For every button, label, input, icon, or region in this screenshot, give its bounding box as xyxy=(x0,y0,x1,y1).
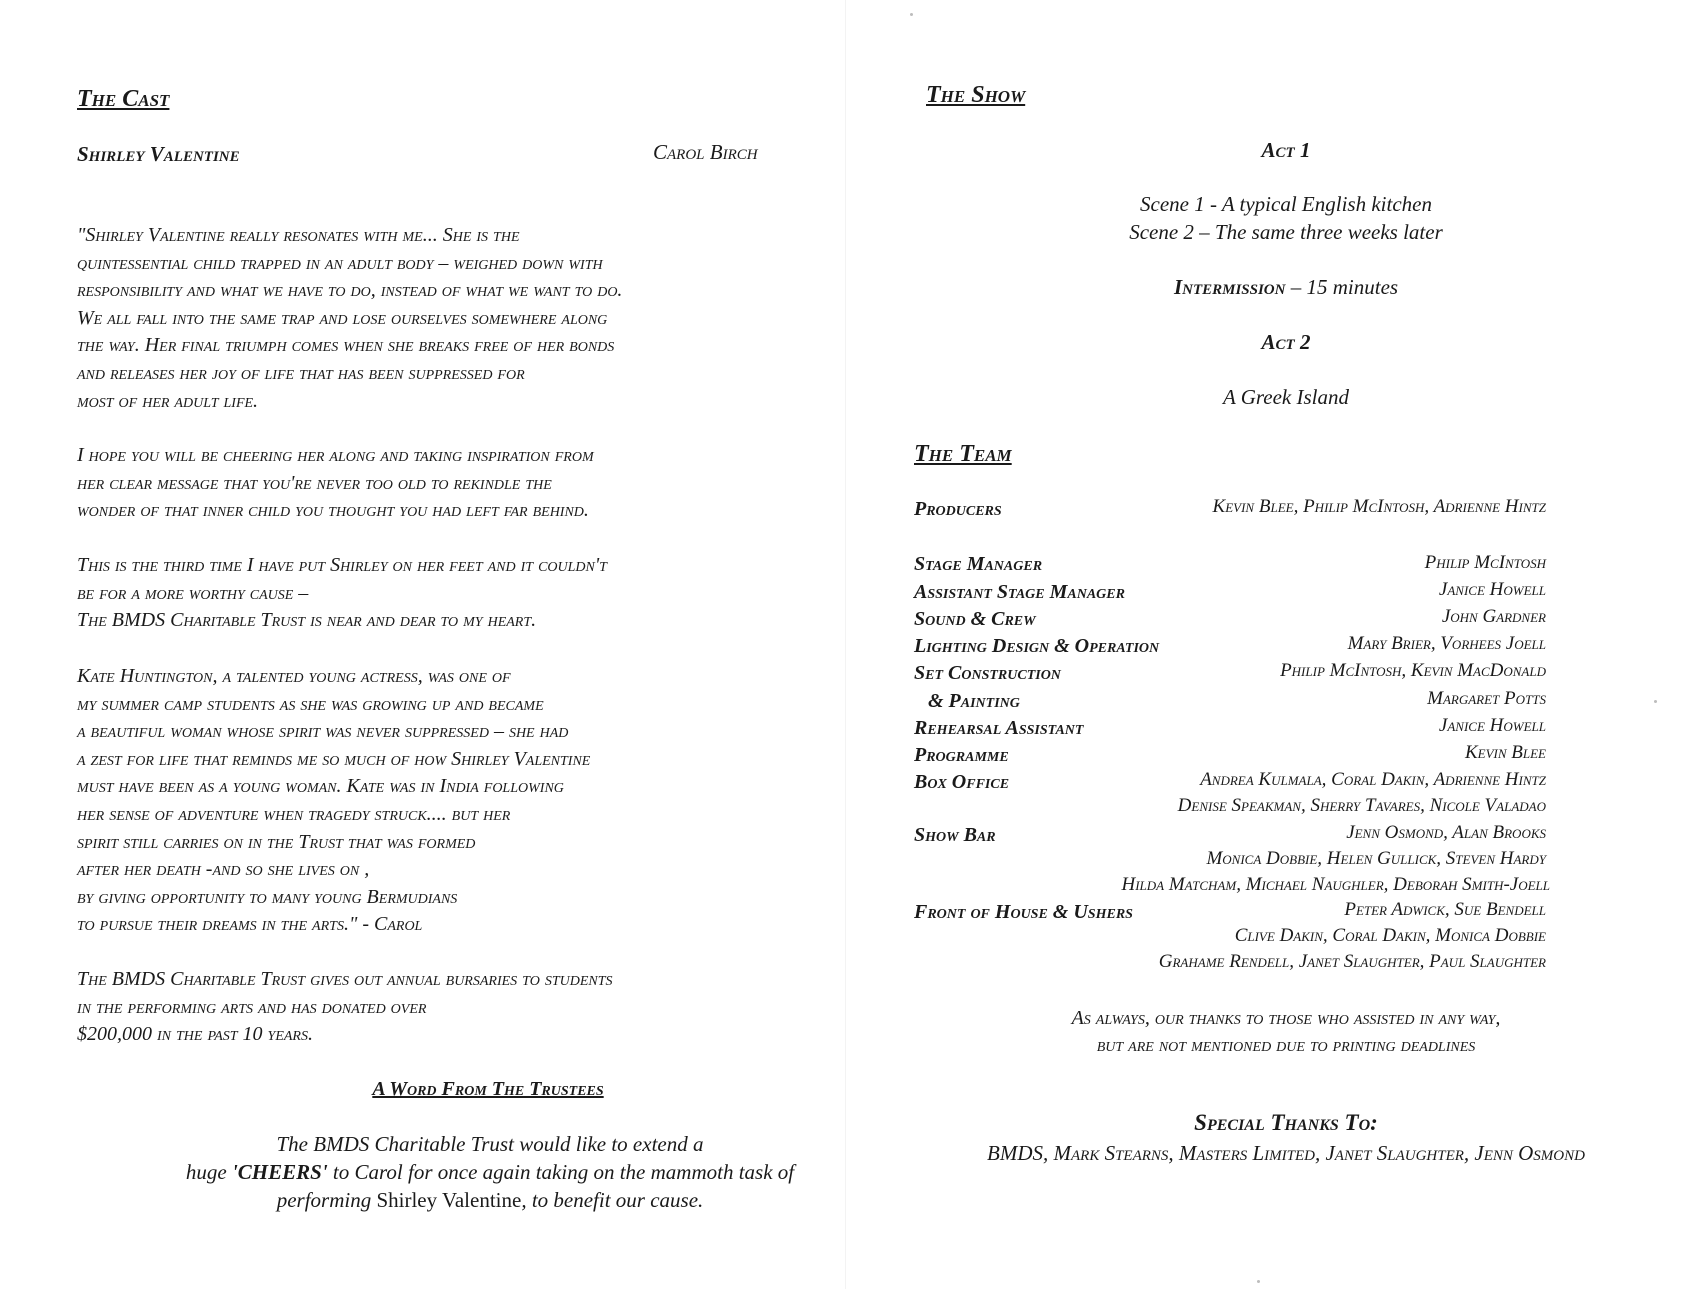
team-names-front-of-house-1: Peter Adwick, Sue Bendell xyxy=(1344,899,1546,920)
team-names-rehearsal: Janice Howell xyxy=(1438,715,1546,736)
team-role-sound: Sound & Crew xyxy=(914,608,1036,630)
act2-setting: A Greek Island xyxy=(1223,385,1349,409)
intermission-time: – 15 minutes xyxy=(1285,275,1399,299)
cheers-text: 'CHEERS' xyxy=(231,1160,328,1184)
team-names-box-office-1: Andrea Kulmala, Coral Dakin, Adrienne Hintz xyxy=(1200,769,1546,790)
team-role-programme: Programme xyxy=(914,744,1009,766)
trustees-heading: A Word From The Trustees xyxy=(372,1078,604,1100)
act2-label: Act 2 xyxy=(1261,330,1311,354)
quote-paragraph-1: "Shirley Valentine really resonates with me... She is the quintessential child trapped in an adult body – weighed down with responsibility and what we have to do, instead of what we want to do. We all fall into the same trap and lose ourselves somewhere along the way. Her final triumph comes when she breaks free of her bonds and releases her joy of life that has been suppressed for most of her adult life. xyxy=(77,224,623,412)
team-role-front-of-house: Front of House & Ushers xyxy=(914,901,1133,923)
team-names-box-office-2: Denise Speakman, Sherry Tavares, Nicole Valadao xyxy=(1177,795,1546,816)
scan-speck xyxy=(1654,700,1657,703)
show-title-text: Shirley Valentine xyxy=(376,1188,522,1212)
show-heading: The Show xyxy=(926,82,1026,108)
team-names-show-bar-2: Monica Dobbie, Helen Gullick, Steven Hardy xyxy=(1206,848,1546,869)
right-page xyxy=(846,0,1692,1289)
team-role-painting: & Painting xyxy=(928,690,1020,712)
trustees-message xyxy=(110,1130,870,1214)
team-role-show-bar: Show Bar xyxy=(914,824,996,846)
team-names-show-bar-1: Jenn Osmond, Alan Brooks xyxy=(1346,822,1546,843)
act1-label: Act 1 xyxy=(1261,138,1311,162)
team-names-front-of-house-2: Clive Dakin, Coral Dakin, Monica Dobbie xyxy=(1234,925,1546,946)
scene2-line: Scene 2 – The same three weeks later xyxy=(1129,220,1443,244)
scene1-line: Scene 1 - A typical English kitchen xyxy=(1140,192,1432,216)
cast-actor: Carol Birch xyxy=(653,140,758,164)
team-names-set-construction: Philip McIntosh, Kevin MacDonald xyxy=(1280,660,1546,681)
trustees-line-2-post: to Carol for once again taking on the mammoth task of xyxy=(327,1160,795,1184)
quote-paragraph-3: This is the third time I have put Shirley on her feet and it couldn't be for a more worthy cause – The BMDS Charitable Trust is near and dear to my heart. xyxy=(77,554,607,632)
trustees-line-3-post: , to benefit our cause. xyxy=(521,1188,704,1212)
scan-speck xyxy=(910,13,913,16)
scan-speck xyxy=(1257,1280,1260,1283)
team-names-front-of-house-3: Grahame Rendell, Janet Slaughter, Paul Slaughter xyxy=(1158,951,1546,972)
special-thanks-heading: Special Thanks To: xyxy=(1194,1110,1378,1135)
producers-names: Kevin Blee, Philip McIntosh, Adrienne Hintz xyxy=(1212,496,1546,517)
team-names-asm: Janice Howell xyxy=(1438,579,1546,600)
cast-heading: The Cast xyxy=(77,86,170,112)
trustees-line-2-pre: huge xyxy=(185,1160,232,1184)
trustees-line-3 xyxy=(110,1186,870,1214)
trustees-line-2 xyxy=(110,1158,870,1186)
special-thanks-names: BMDS, Mark Stearns, Masters Limited, Janet Slaughter, Jenn Osmond xyxy=(987,1141,1585,1165)
intermission-label: Intermission xyxy=(1173,275,1286,299)
team-role-stage-manager: Stage Manager xyxy=(914,553,1043,575)
trustees-line-3-pre: performing xyxy=(276,1188,377,1212)
producers-role: Producers xyxy=(914,498,1002,520)
team-role-asm: Assistant Stage Manager xyxy=(914,581,1125,603)
intermission-line xyxy=(1026,275,1546,300)
quote-paragraph-4: Kate Huntington, a talented young actress, was one of my summer camp students as she was growing up and became a beautiful woman whose spirit was never suppressed – she had a zest for life that reminds me so much of how Shirley Valentine must have been as a young woman. Kate was in India following her sense of adventure when tragedy struck.... but her spirit still carries on in the Trust that was formed after her death -and so she lives on , by giving opportunity to many young Bermudians to pursue their dreams in the arts." - Carol xyxy=(77,665,591,936)
team-role-set-construction: Set Construction xyxy=(914,662,1061,684)
team-names-stage-manager: Philip McIntosh xyxy=(1424,552,1546,573)
thanks-line-2: but are not mentioned due to printing deadlines xyxy=(1096,1034,1476,1056)
team-names-painting: Margaret Potts xyxy=(1427,688,1546,709)
team-names-lighting: Mary Brier, Vorhees Joell xyxy=(1347,633,1546,654)
team-role-rehearsal: Rehearsal Assistant xyxy=(914,717,1084,739)
team-role-lighting: Lighting Design & Operation xyxy=(914,635,1160,657)
thanks-line-1: As always, our thanks to those who assisted in any way, xyxy=(1071,1007,1501,1029)
team-role-box-office: Box Office xyxy=(914,771,1010,793)
team-names-programme: Kevin Blee xyxy=(1464,742,1546,763)
team-heading: The Team xyxy=(914,441,1012,467)
team-names-sound: John Gardner xyxy=(1441,606,1546,627)
quote-paragraph-2: I hope you will be cheering her along and taking inspiration from her clear message that you're never too old to rekindle the wonder of that inner child you thought you had left far behind. xyxy=(77,444,594,522)
team-names-show-bar-3: Hilda Matcham, Michael Naughler, Deborah Smith-Joell xyxy=(1121,874,1550,895)
trustees-line-1: The BMDS Charitable Trust would like to extend a xyxy=(276,1132,704,1156)
trust-paragraph: The BMDS Charitable Trust gives out annual bursaries to students in the performing arts and has donated over $200,000 in the past 10 years. xyxy=(77,968,613,1046)
cast-role: Shirley Valentine xyxy=(77,142,240,166)
